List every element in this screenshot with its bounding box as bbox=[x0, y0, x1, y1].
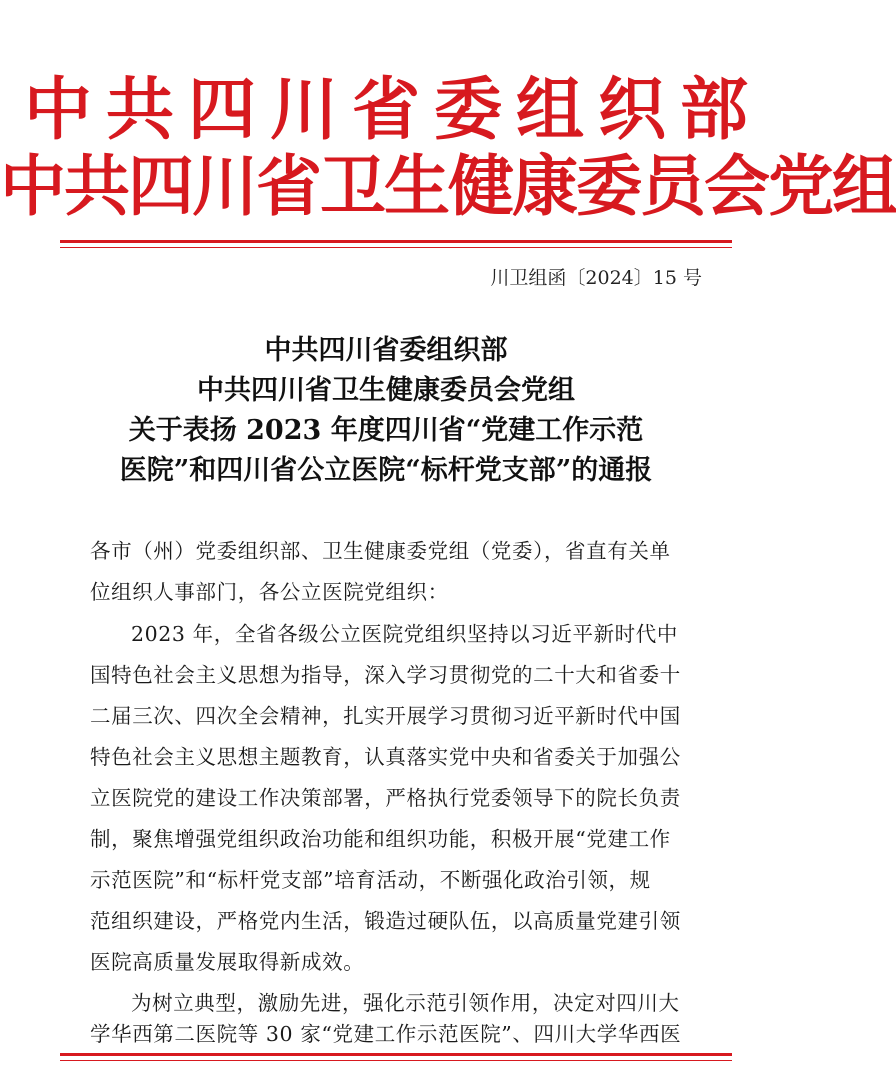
document-title-line-1: 中共四川省委组织部 bbox=[264, 335, 508, 366]
document-title-line-2: 中共四川省卫生健康委员会党组 bbox=[197, 375, 575, 406]
issuer-header-line-2: 中共四川省卫生健康委员会党组 bbox=[0, 147, 896, 225]
body-text-line: 国特色社会主义思想为指导，深入学习贯彻党的二十大和省委十 bbox=[90, 663, 681, 687]
body-text-line: 特色社会主义思想主题教育，认真落实党中央和省委关于加强公 bbox=[90, 745, 681, 769]
salutation-line-1: 各市（州）党委组织部、卫生健康委党组（党委），省直有关单 bbox=[90, 539, 671, 563]
document-title-line-4: 医院”和四川省公立医院“标杆党支部”的通报 bbox=[119, 455, 653, 486]
header-red-rule-thick bbox=[60, 240, 732, 243]
body-text-line: 学华西第二医院等 30 家“党建工作示范医院”、四川大学华西医 bbox=[90, 1022, 682, 1046]
body-text-line: 二届三次、四次全会精神，扎实开展学习贯彻习近平新时代中国 bbox=[90, 704, 681, 728]
footer-red-rule-thick bbox=[60, 1053, 732, 1056]
salutation-line-2: 位组织人事部门，各公立医院党组织： bbox=[90, 580, 449, 604]
body-text-line: 示范医院”和“标杆党支部”培育活动，不断强化政治引领，规 bbox=[90, 868, 651, 892]
issuer-header-line-1: 中共四川省委组织部 bbox=[23, 70, 762, 150]
body-text-line: 范组织建设，严格党内生活，锻造过硬队伍，以高质量党建引领 bbox=[90, 909, 681, 933]
body-text-line: 立医院党的建设工作决策部署，严格执行党委领导下的院长负责 bbox=[90, 786, 681, 810]
body-text-line: 为树立典型，激励先进，强化示范引领作用，决定对四川大 bbox=[131, 991, 680, 1015]
body-text-line: 2023 年，全省各级公立医院党组织坚持以习近平新时代中 bbox=[131, 622, 678, 646]
header-red-rule-thin bbox=[60, 247, 732, 248]
document-title-line-3: 关于表扬 2023 年度四川省“党建工作示范 bbox=[128, 415, 644, 446]
body-text-line: 制，聚焦增强党组织政治功能和组织功能，积极开展“党建工作 bbox=[90, 827, 671, 851]
document-number: 川卫组函〔2024〕15 号 bbox=[490, 267, 702, 289]
footer-red-rule-thin bbox=[60, 1060, 732, 1061]
body-text-line: 医院高质量发展取得新成效。 bbox=[90, 950, 365, 974]
